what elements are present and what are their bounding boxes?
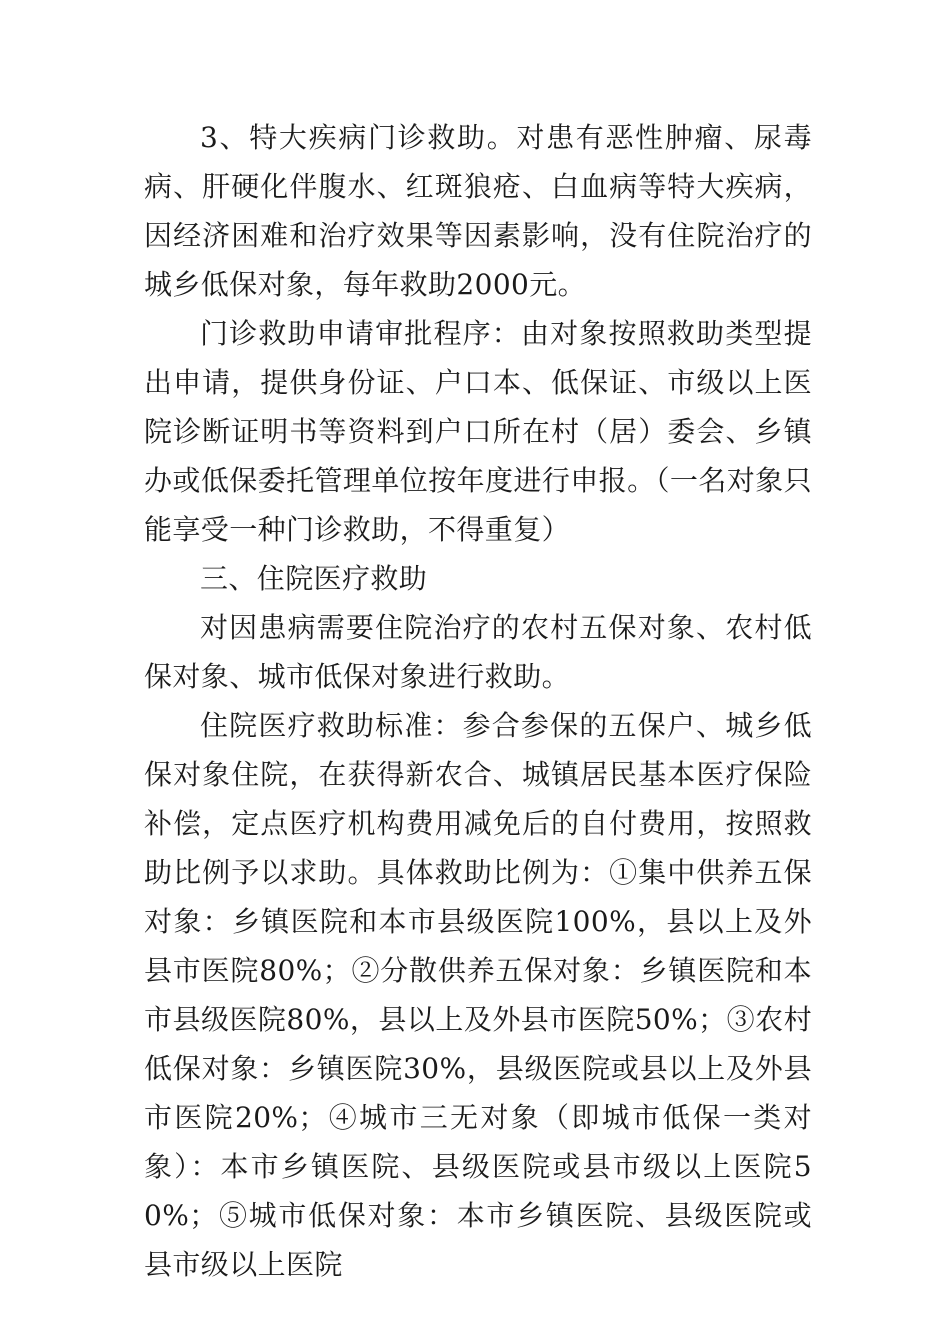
paragraph-outpatient-major-illness: 3、特大疾病门诊救助。对患有恶性肿瘤、尿毒病、肝硬化伴腹水、红斑狼疮、白血病等特大疾病，因经济困难和治疗效果等因素影响，没有住院治疗的城乡低保对象，每年救助2000元。: [144, 121, 812, 301]
paragraph-inpatient-aid-scope: 对因患病需要住院治疗的农村五保对象、农村低保对象、城市低保对象进行救助。: [144, 611, 812, 693]
document-page: [144, 113, 812, 1289]
paragraph-inpatient-aid-standard: 住院医疗救助标准：参合参保的五保户、城乡低保对象住院，在获得新农合、城镇居民基本医疗保险补偿，定点医疗机构费用减免后的自付费用，按照救助比例予以求助。具体救助比例为：①集中供养五保对象：乡镇医院和本市县级医院100%，县以上及外县市医院80%；②分散供养五保对象：乡镇医院和本市县级医院80%，县以上及外县市医院50%；③农村低保对象：乡镇医院30%，县级医院或县以上及外县市医院20%；④城市三无对象（即城市低保一类对象）：本市乡镇医院、县级医院或县市级以上医院50%；⑤城市低保对象：本市乡镇医院、县级医院或县市级以上医院: [144, 709, 812, 1281]
paragraph-outpatient-application-procedure: 门诊救助申请审批程序：由对象按照救助类型提出申请，提供身份证、户口本、低保证、市级以上医院诊断证明书等资料到户口所在村（居）委会、乡镇办或低保委托管理单位按年度进行申报。（一名对象只能享受一种门诊救助，不得重复）: [144, 317, 812, 546]
section-heading-inpatient-aid: 三、住院医疗救助: [200, 562, 428, 595]
